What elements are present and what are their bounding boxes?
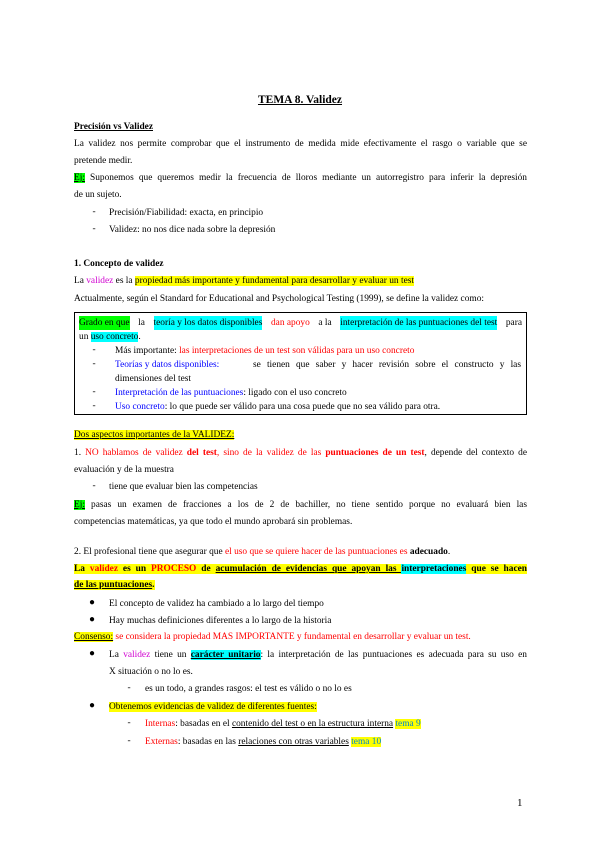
box-text: para xyxy=(505,318,522,328)
box-text: se tienen que saber y hacer revisión sobre el constructo y las xyxy=(253,360,521,370)
text: interpretaciones xyxy=(401,564,467,574)
list-item xyxy=(109,700,317,714)
paragraph-line: evaluación y de la muestra xyxy=(74,465,174,475)
bullet-dot: ● xyxy=(89,700,96,711)
box-text: la xyxy=(138,318,145,328)
tema-ref: tema 10 xyxy=(351,737,382,747)
box-text: un xyxy=(79,332,89,342)
dash-bullet: - xyxy=(127,683,131,693)
text: puntuaciones de un test xyxy=(325,448,425,458)
dash-bullet: - xyxy=(92,224,96,234)
text: Internas xyxy=(145,719,176,729)
heading-text: Dos aspectos importantes de la VALIDEZ: xyxy=(74,430,235,440)
text: PROCESO xyxy=(151,564,197,574)
paragraph-line: Actualmente, según el Standard for Educational and Psychological Testing (1999), se define la validez como: xyxy=(74,294,484,304)
consenso-label: Consenso: xyxy=(74,632,114,642)
box-item-cont: dimensiones del test xyxy=(115,374,192,384)
dash-bullet: - xyxy=(92,207,96,217)
text: Obtenemos evidencias de validez de diferentes fuentes: xyxy=(109,702,317,712)
text: que se hacen xyxy=(466,564,527,574)
list-item: El concepto de validez ha cambiado a lo largo del tiempo xyxy=(109,599,324,609)
bullet-dot: ● xyxy=(89,648,96,659)
text: adecuado xyxy=(409,547,448,557)
dash-bullet: - xyxy=(92,481,96,491)
example-line xyxy=(74,498,527,512)
dash-bullet: - xyxy=(92,401,96,411)
list-item: es un todo, a grandes rasgos: el test es válido o no lo es xyxy=(145,684,352,694)
text: La xyxy=(109,650,124,660)
list-item-cont: X situación o no lo es. xyxy=(109,667,193,677)
box-text: a la xyxy=(318,318,332,328)
text: 1. xyxy=(74,448,86,458)
example-label: Ej: xyxy=(74,500,85,510)
text: relaciones con otras variables xyxy=(238,737,349,747)
box-item xyxy=(115,386,347,400)
box-text: Uso concreto xyxy=(115,402,165,412)
list-item: Hay muchas definiciones diferentes a lo largo de la historia xyxy=(109,616,332,626)
dash-bullet: - xyxy=(127,736,131,746)
box-text: Interpretación de las puntuaciones xyxy=(115,388,244,398)
text: , depende del contexto de xyxy=(424,448,527,458)
box-text: Teorías y datos disponibles: xyxy=(115,360,220,370)
text: Externas xyxy=(145,737,178,747)
heading-precision-validez: Precisión vs Validez xyxy=(74,122,153,132)
validez-word: validez xyxy=(86,276,114,286)
box-line-2 xyxy=(79,330,141,344)
box-item xyxy=(115,358,521,372)
text: de xyxy=(196,564,216,574)
box-text: las interpretaciones de un test son válidas para un uso concreto xyxy=(179,346,415,356)
paragraph-line: de un sujeto. xyxy=(74,190,122,200)
text: el uso que se quiere hacer de las puntuaciones es xyxy=(224,547,410,557)
list-item: Validez: no nos dice nada sobre la depresión xyxy=(109,225,276,235)
text: : basadas en las xyxy=(177,737,239,747)
example-line xyxy=(74,171,527,185)
page-title: TEMA 8. Validez xyxy=(257,94,343,106)
definition-line xyxy=(74,274,414,288)
text: La xyxy=(74,276,87,286)
text: La xyxy=(74,564,90,574)
list-item: tiene que evaluar bien las competencias xyxy=(109,482,258,492)
box-text: interpretación de las puntuaciones del test xyxy=(340,318,498,328)
text: . xyxy=(152,580,155,590)
list-item xyxy=(145,717,421,731)
example-text: pasas un examen de fracciones a los de 2 de bachiller, no tiene sentido porque no evaluará bien las xyxy=(84,500,527,510)
box-text: : ligado con el uso concreto xyxy=(243,388,347,398)
text: contenido del test o en la estructura interna xyxy=(231,719,394,729)
list-item xyxy=(145,735,381,749)
heading-concepto xyxy=(74,257,164,271)
text: es la xyxy=(113,276,135,286)
box-item xyxy=(115,400,440,414)
page-number: 1 xyxy=(517,797,523,809)
bullet-dot: ● xyxy=(89,597,96,608)
paragraph-line: competencias matemáticas, ya que todo el mundo aprobará sin problemas. xyxy=(74,517,353,527)
example-text: Suponemos que queremos medir la frecuencia de lloros mediante un autorregistro para inferir la depresión xyxy=(84,173,527,183)
text: tiene un xyxy=(150,650,191,660)
box-text: : lo que puede ser válido para una cosa puede que no sea válido para otra. xyxy=(164,402,441,412)
text: validez xyxy=(89,564,118,574)
text: se considera la propiedad MAS IMPORTANTE y fundamental en desarrollar y evaluar un test. xyxy=(113,632,471,642)
text: es un xyxy=(118,564,152,574)
list-item xyxy=(109,648,527,662)
text: carácter unitario xyxy=(190,650,261,660)
heading-text: 1. Concepto de validez xyxy=(74,259,164,269)
dash-bullet: - xyxy=(92,387,96,397)
paragraph-line: pretende medir. xyxy=(74,156,133,166)
text: . xyxy=(447,547,451,557)
highlight-proceso xyxy=(74,562,527,576)
highlight-propiedad: propiedad más importante y fundamental para desarrollar y evaluar un test xyxy=(134,276,414,286)
paragraph-line: La validez nos permite comprobar que el instrumento de medida mide efectivamente el rasgo o variable que se xyxy=(74,139,527,149)
text: , sino de la validez de las xyxy=(216,448,326,458)
box-text: dan apoyo xyxy=(270,318,310,328)
box-text: teoría y los datos disponibles xyxy=(153,318,263,328)
text: NO hablamos de validez xyxy=(85,448,187,458)
text: del test xyxy=(186,448,217,458)
paragraph-line xyxy=(74,545,450,559)
text: : basadas en el xyxy=(175,719,232,729)
text: : la interpretación de las puntuaciones es adecuada para su uso en xyxy=(260,650,527,660)
bullet-dot: ● xyxy=(89,614,96,625)
box-text: . xyxy=(138,332,141,342)
paragraph-line xyxy=(74,446,527,460)
example-label: Ej: xyxy=(74,173,85,183)
box-text: Grado en que xyxy=(79,318,130,328)
text: 2. El profesional tiene que asegurar que xyxy=(74,547,225,557)
tema-ref: tema 9 xyxy=(395,719,421,729)
box-text: Más importante: xyxy=(115,346,180,356)
text: acumulación de evidencias que apoyan las xyxy=(215,564,402,574)
text: validez xyxy=(123,650,151,660)
consenso-line xyxy=(74,630,471,644)
list-item: Precisión/Fiabilidad: exacta, en principio xyxy=(109,208,264,218)
box-item xyxy=(115,344,414,358)
dash-bullet: - xyxy=(92,359,96,369)
text: de las puntuaciones xyxy=(74,580,153,590)
dash-bullet: - xyxy=(127,718,131,728)
box-line-1 xyxy=(79,316,522,330)
dash-bullet: - xyxy=(92,345,96,355)
highlight-proceso-cont xyxy=(74,578,155,592)
heading-dos-aspectos xyxy=(74,428,234,442)
box-text: uso concreto xyxy=(90,332,139,342)
